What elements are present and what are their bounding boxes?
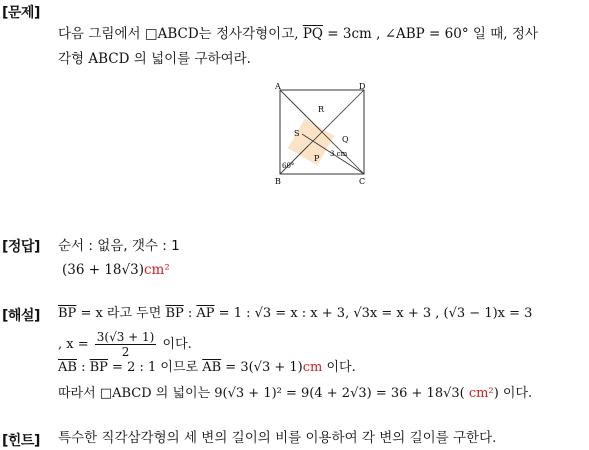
- line-ar: [280, 90, 320, 130]
- answer-line-1: 순서 : 없음, 갯수 : 1: [58, 238, 180, 254]
- label-p: P: [314, 154, 320, 163]
- solution-text: = 1 : √3 = x : x + 3, √3x = x + 3 , (√3 − 1)x = 3: [214, 306, 533, 321]
- answer-expression: (36 + 18√3): [62, 262, 144, 278]
- unit-cm2: cm²: [464, 386, 494, 401]
- solution-line-1: [58, 304, 532, 324]
- solution-text: , x =: [58, 337, 93, 352]
- segment-pq: $\overline{PQ}$: [302, 26, 323, 42]
- segment-ab: $\overline{AB}$: [202, 360, 222, 375]
- length-label: 3 cm: [330, 150, 348, 158]
- segment-bp: $\overline{BP}$: [165, 306, 184, 321]
- problem-label: [문제]: [2, 5, 40, 21]
- problem-text-line-2: 각형 ABCD 의 넓이를 구하여라.: [58, 51, 251, 67]
- solution-text: ) 이다.: [493, 386, 533, 401]
- label-s: S: [294, 129, 300, 138]
- solution-text: 따라서 □ABCD 의 넓이는 9(√3 + 1)² = 9(4 + 2√3) = 36 + 18√3(: [58, 386, 465, 401]
- angle-label: 60°: [282, 162, 295, 170]
- problem-text-line-1: [58, 24, 538, 44]
- unit-cm: cm: [302, 360, 323, 375]
- solution-text: = 2 : 1 이므로: [107, 360, 203, 375]
- square-figure: [272, 82, 372, 190]
- answer-line-2: [62, 260, 170, 280]
- answer-unit: cm²: [143, 262, 170, 278]
- problem-text-1b: = 3cm , ∠ABP = 60° 일 때, 정사: [322, 26, 538, 42]
- label-c: C: [359, 177, 366, 186]
- segment-ab: $\overline{AB}$: [58, 360, 77, 375]
- fraction-denominator: 2: [121, 345, 130, 359]
- solution-text: :: [76, 360, 90, 375]
- hint-text: 특수한 직각삼각형의 세 변의 길이의 비를 이용하여 각 변의 길이를 구한다.: [58, 430, 497, 446]
- label-a: A: [275, 82, 281, 91]
- segment-bp: $\overline{BP}$: [58, 306, 77, 321]
- label-d: D: [359, 82, 366, 91]
- fraction: [95, 330, 157, 359]
- solution-text: 이다.: [322, 360, 356, 375]
- answer-label: [정답]: [2, 239, 40, 255]
- problem-text-1a: 다음 그림에서 □ABCD는 정사각형이고,: [58, 26, 303, 42]
- label-b: B: [275, 177, 281, 186]
- solution-line-4: [58, 384, 532, 404]
- hint-label: [힌트]: [2, 433, 40, 449]
- solution-text: 이다.: [158, 337, 192, 352]
- solution-line-3: [58, 358, 356, 378]
- solution-text: :: [183, 306, 197, 321]
- solution-text: = x 라고 두면: [76, 306, 166, 321]
- fraction-numerator: 3(√3 + 1): [96, 330, 155, 344]
- segment-ap: $\overline{AP}$: [196, 306, 215, 321]
- label-q: Q: [342, 135, 349, 144]
- segment-bp: $\overline{BP}$: [89, 360, 108, 375]
- solution-line-2: [58, 330, 192, 359]
- label-r: R: [318, 105, 325, 114]
- solution-text: = 3(√3 + 1): [221, 360, 303, 375]
- solution-label: [해설]: [2, 308, 40, 324]
- inner-square-fill: [288, 119, 334, 165]
